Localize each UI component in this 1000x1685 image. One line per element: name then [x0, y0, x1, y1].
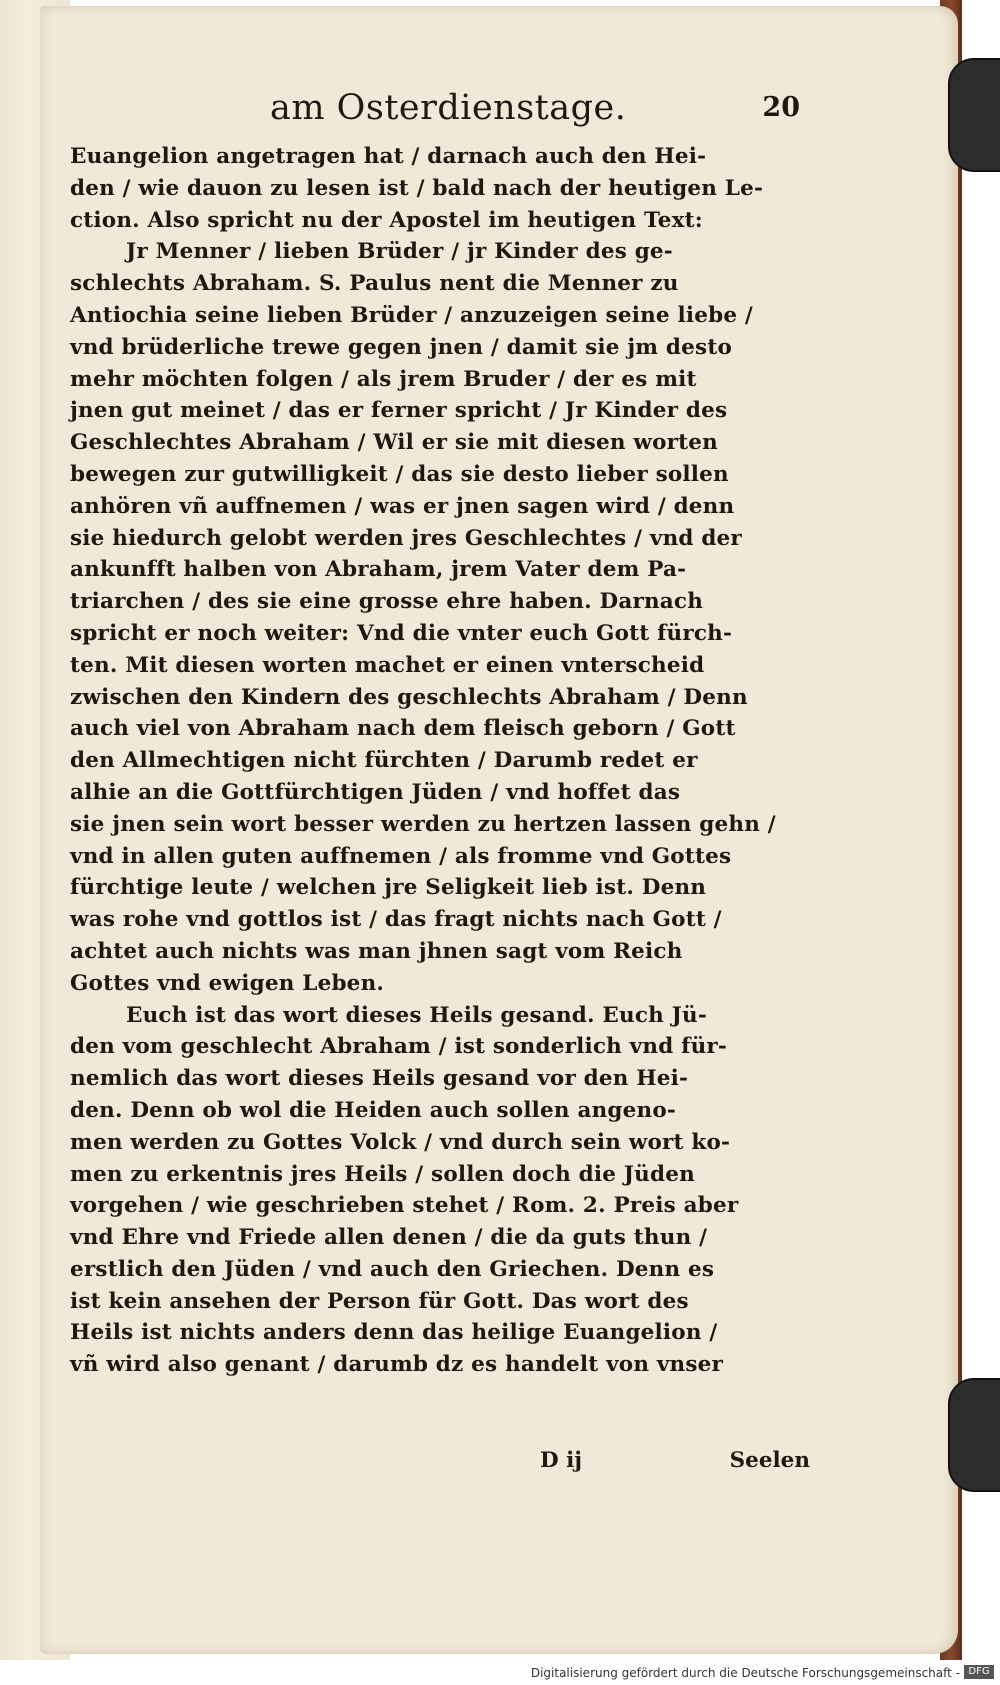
body-text [70, 141, 810, 1381]
page-number: 20 [762, 92, 800, 123]
text-line: achtet auch nichts was man jhnen sagt vom Reich [70, 938, 683, 964]
text-line: erstlich den Jüden / vnd auch den Griechen. Denn es [70, 1256, 715, 1282]
text-line: spricht er noch weiter: Vnd die vnter euch Gott fürch- [70, 620, 733, 646]
signature-mark: D ij [540, 1448, 583, 1473]
text-line: alhie an die Gottfürchtigen Jüden / vnd hoffet das [70, 779, 681, 805]
page-clip-top [948, 58, 1000, 172]
text-line: vnd brüderliche trewe gegen jnen / damit sie jm desto [70, 334, 733, 360]
text-line: anhören vñ auffnemen / was er jnen sagen wird / denn [70, 493, 735, 519]
text-line: den / wie dauon zu lesen ist / bald nach der heutigen Le- [70, 175, 764, 201]
digitization-credit: Digitalisierung gefördert durch die Deutsche Forschungsgemeinschaft - [530, 1666, 960, 1680]
text-line: Euch ist das wort dieses Heils gesand. Euch Jü- [126, 1002, 707, 1028]
text-line: vorgehen / wie geschrieben stehet / Rom. 2. Preis aber [70, 1193, 739, 1219]
text-line: den. Denn ob wol die Heiden auch sollen angeno- [70, 1097, 677, 1123]
text-line: Euangelion angetragen hat / darnach auch den Hei- [70, 144, 707, 169]
text-line: mehr möchten folgen / als jrem Bruder / der es mit [70, 366, 697, 392]
text-line: sie jnen sein wort besser werden zu hertzen lassen gehn / [70, 811, 776, 837]
text-line: ankunfft halben von Abraham, jrem Vater dem Pa- [70, 557, 687, 583]
text-line: ten. Mit diesen worten machet er einen vnterscheid [70, 652, 705, 678]
text-line: men zu erkentnis jres Heils / sollen doch die Jüden [70, 1161, 695, 1187]
text-line: jnen gut meinet / das er ferner spricht / Jr Kinder des [70, 398, 728, 424]
text-line: ction. Also spricht nu der Apostel im heutigen Text: [70, 207, 703, 233]
text-line: schlechts Abraham. S. Paulus nent die Menner zu [70, 271, 679, 297]
text-line: was rohe vnd gottlos ist / das fragt nichts nach Gott / [70, 907, 722, 933]
text-line: men werden zu Gottes Volck / vnd durch sein wort ko- [70, 1129, 731, 1155]
text-line: nemlich das wort dieses Heils gesand vor den Hei- [70, 1066, 689, 1092]
catchword: Seelen [729, 1448, 810, 1473]
text-line: zwischen den Kindern des geschlechts Abraham / Denn [70, 684, 748, 710]
text-line: Antiochia seine lieben Brüder / anzuzeigen seine liebe / [70, 302, 753, 328]
text-line: Jr Menner / lieben Brüder / jr Kinder des ge- [126, 239, 673, 265]
text-line: vñ wird also genant / darumb dz es handelt von vnser [70, 1352, 724, 1378]
text-line: Heils ist nichts anders denn das heilige Euangelion / [70, 1320, 718, 1346]
running-head: am Osterdienstage. [270, 88, 627, 128]
text-line: ist kein ansehen der Person für Gott. Das wort des [70, 1288, 689, 1314]
text-line: den Allmechtigen nicht fürchten / Darumb redet er [70, 748, 698, 774]
page-clip-bottom [948, 1378, 1000, 1492]
text-line: auch viel von Abraham nach dem fleisch geborn / Gott [70, 716, 736, 742]
text-line: bewegen zur gutwilligkeit / das sie desto lieber sollen [70, 461, 729, 487]
text-line: Geschlechtes Abraham / Wil er sie mit diesen worten [70, 430, 718, 456]
text-line: sie hiedurch gelobt werden jres Geschlechtes / vnd der [70, 525, 742, 551]
text-line: fürchtige leute / welchen jre Seligkeit lieb ist. Denn [70, 875, 707, 901]
text-line: vnd Ehre vnd Friede allen denen / die da guts thun / [70, 1225, 708, 1251]
text-line: den vom geschlecht Abraham / ist sonderlich vnd für- [70, 1034, 728, 1060]
dfg-logo: DFG [964, 1665, 994, 1679]
text-line: Gottes vnd ewigen Leben. [70, 970, 385, 996]
catchword-line [70, 1448, 810, 1482]
text-line: vnd in allen guten auffnemen / als fromme vnd Gottes [70, 843, 732, 869]
page-header [270, 88, 800, 132]
text-line: triarchen / des sie eine grosse ehre haben. Darnach [70, 589, 704, 615]
